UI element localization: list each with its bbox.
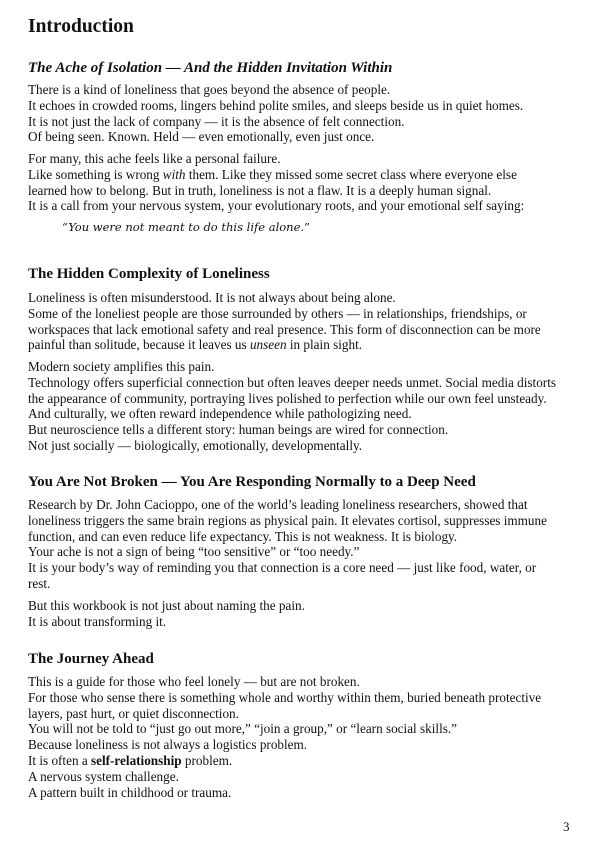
pull-quote: “You were not meant to do this life alone.” <box>62 220 310 234</box>
text-run: them. Like they missed some secret class where everyone else <box>185 166 517 182</box>
section-heading-not-broken: You Are Not Broken — You Are Responding Normally to a Deep Need <box>28 474 476 490</box>
text-line: Research by Dr. John Cacioppo, one of the world’s leading loneliness researchers, showed that <box>28 497 528 512</box>
paragraph <box>28 151 588 214</box>
text-line: It is not just the lack of company — it is the absence of felt connection. <box>28 113 405 129</box>
text-line: rest. <box>28 575 51 591</box>
text-line <box>28 167 588 183</box>
page-title: Introduction <box>28 16 134 37</box>
text-line: And culturally, we often reward independence while pathologizing need. <box>28 406 412 422</box>
section-heading-hidden-complexity: The Hidden Complexity of Loneliness <box>28 266 270 282</box>
text-line: Your ache is not a sign of being “too sensitive” or “too needy.” <box>28 544 360 560</box>
text-line: But neuroscience tells a different story: human beings are wired for connection. <box>28 422 449 438</box>
bold-text: self-relationship <box>91 752 182 768</box>
paragraph <box>28 290 588 353</box>
page-number: 3 <box>563 819 570 834</box>
text-run: problem. <box>181 752 233 768</box>
text-line: the appearance of community, portraying lives polished to perfection while our own feel unsteady. <box>28 390 547 406</box>
paragraph <box>28 598 588 630</box>
text-line: workspaces that lack emotional safety and real presence. This form of disconnection can be more <box>28 321 541 337</box>
text-line: It echoes in crowded rooms, lingers behind polite smiles, and sleeps beside us in quiet homes. <box>28 97 524 113</box>
paragraph <box>28 497 588 592</box>
text-line <box>28 753 588 769</box>
text-line <box>28 337 588 353</box>
text-line: Loneliness is often misunderstood. It is not always about being alone. <box>28 290 396 305</box>
text-run: in plain sight. <box>286 337 363 353</box>
text-line: But this workbook is not just about naming the pain. <box>28 598 305 613</box>
text-run: Like something is wrong <box>28 166 163 182</box>
text-line: learned how to belong. But in truth, loneliness is not a flaw. It is a deeply human signal. <box>28 182 492 198</box>
text-run: It is often a <box>28 752 91 768</box>
text-line: It is your body’s way of reminding you that connection is a core need — just like food, water, or <box>28 560 537 576</box>
text-line: You will not be told to “just go out more,” “join a group,” or “learn social skills.” <box>28 721 458 737</box>
text-line: There is a kind of loneliness that goes beyond the absence of people. <box>28 82 391 97</box>
text-line: layers, past hurt, or quiet disconnection. <box>28 705 239 721</box>
text-line: Of being seen. Known. Held — even emotionally, even just once. <box>28 129 375 145</box>
paragraph <box>28 359 588 454</box>
text-line: Because loneliness is not always a logistics problem. <box>28 737 308 753</box>
text-line: function, and can even reduce life expectancy. This is not weakness. It is biology. <box>28 528 458 544</box>
emphasis-text: with <box>162 166 186 182</box>
paragraph <box>28 82 588 145</box>
text-line: This is a guide for those who feel lonely — but are not broken. <box>28 674 360 689</box>
emphasis-text: unseen <box>249 337 287 353</box>
text-line: A pattern built in childhood or trauma. <box>28 784 232 800</box>
text-line: For many, this ache feels like a personal failure. <box>28 151 281 166</box>
text-line: It is a call from your nervous system, your evolutionary roots, and your emotional self saying: <box>28 198 525 214</box>
text-line: A nervous system challenge. <box>28 768 179 784</box>
text-line: For those who sense there is something whole and worthy within them, buried beneath protective <box>28 689 542 705</box>
text-line: loneliness triggers the same brain regions as physical pain. It elevates cortisol, suppresses immune <box>28 512 547 528</box>
text-line: Some of the loneliest people are those surrounded by others — in relationships, friendships, or <box>28 305 527 321</box>
text-line: Technology offers superficial connection but often leaves deeper needs unmet. Social media distorts <box>28 374 556 390</box>
text-line: Not just socially — biologically, emotionally, developmentally. <box>28 437 363 453</box>
paragraph <box>28 674 588 800</box>
section-heading-journey-ahead: The Journey Ahead <box>28 651 154 667</box>
text-line: Modern society amplifies this pain. <box>28 359 215 374</box>
text-run: painful than solitude, because it leaves us <box>28 337 250 353</box>
text-line: It is about transforming it. <box>28 613 167 629</box>
section-heading-ache-of-isolation: The Ache of Isolation — And the Hidden Invitation Within <box>28 60 393 76</box>
